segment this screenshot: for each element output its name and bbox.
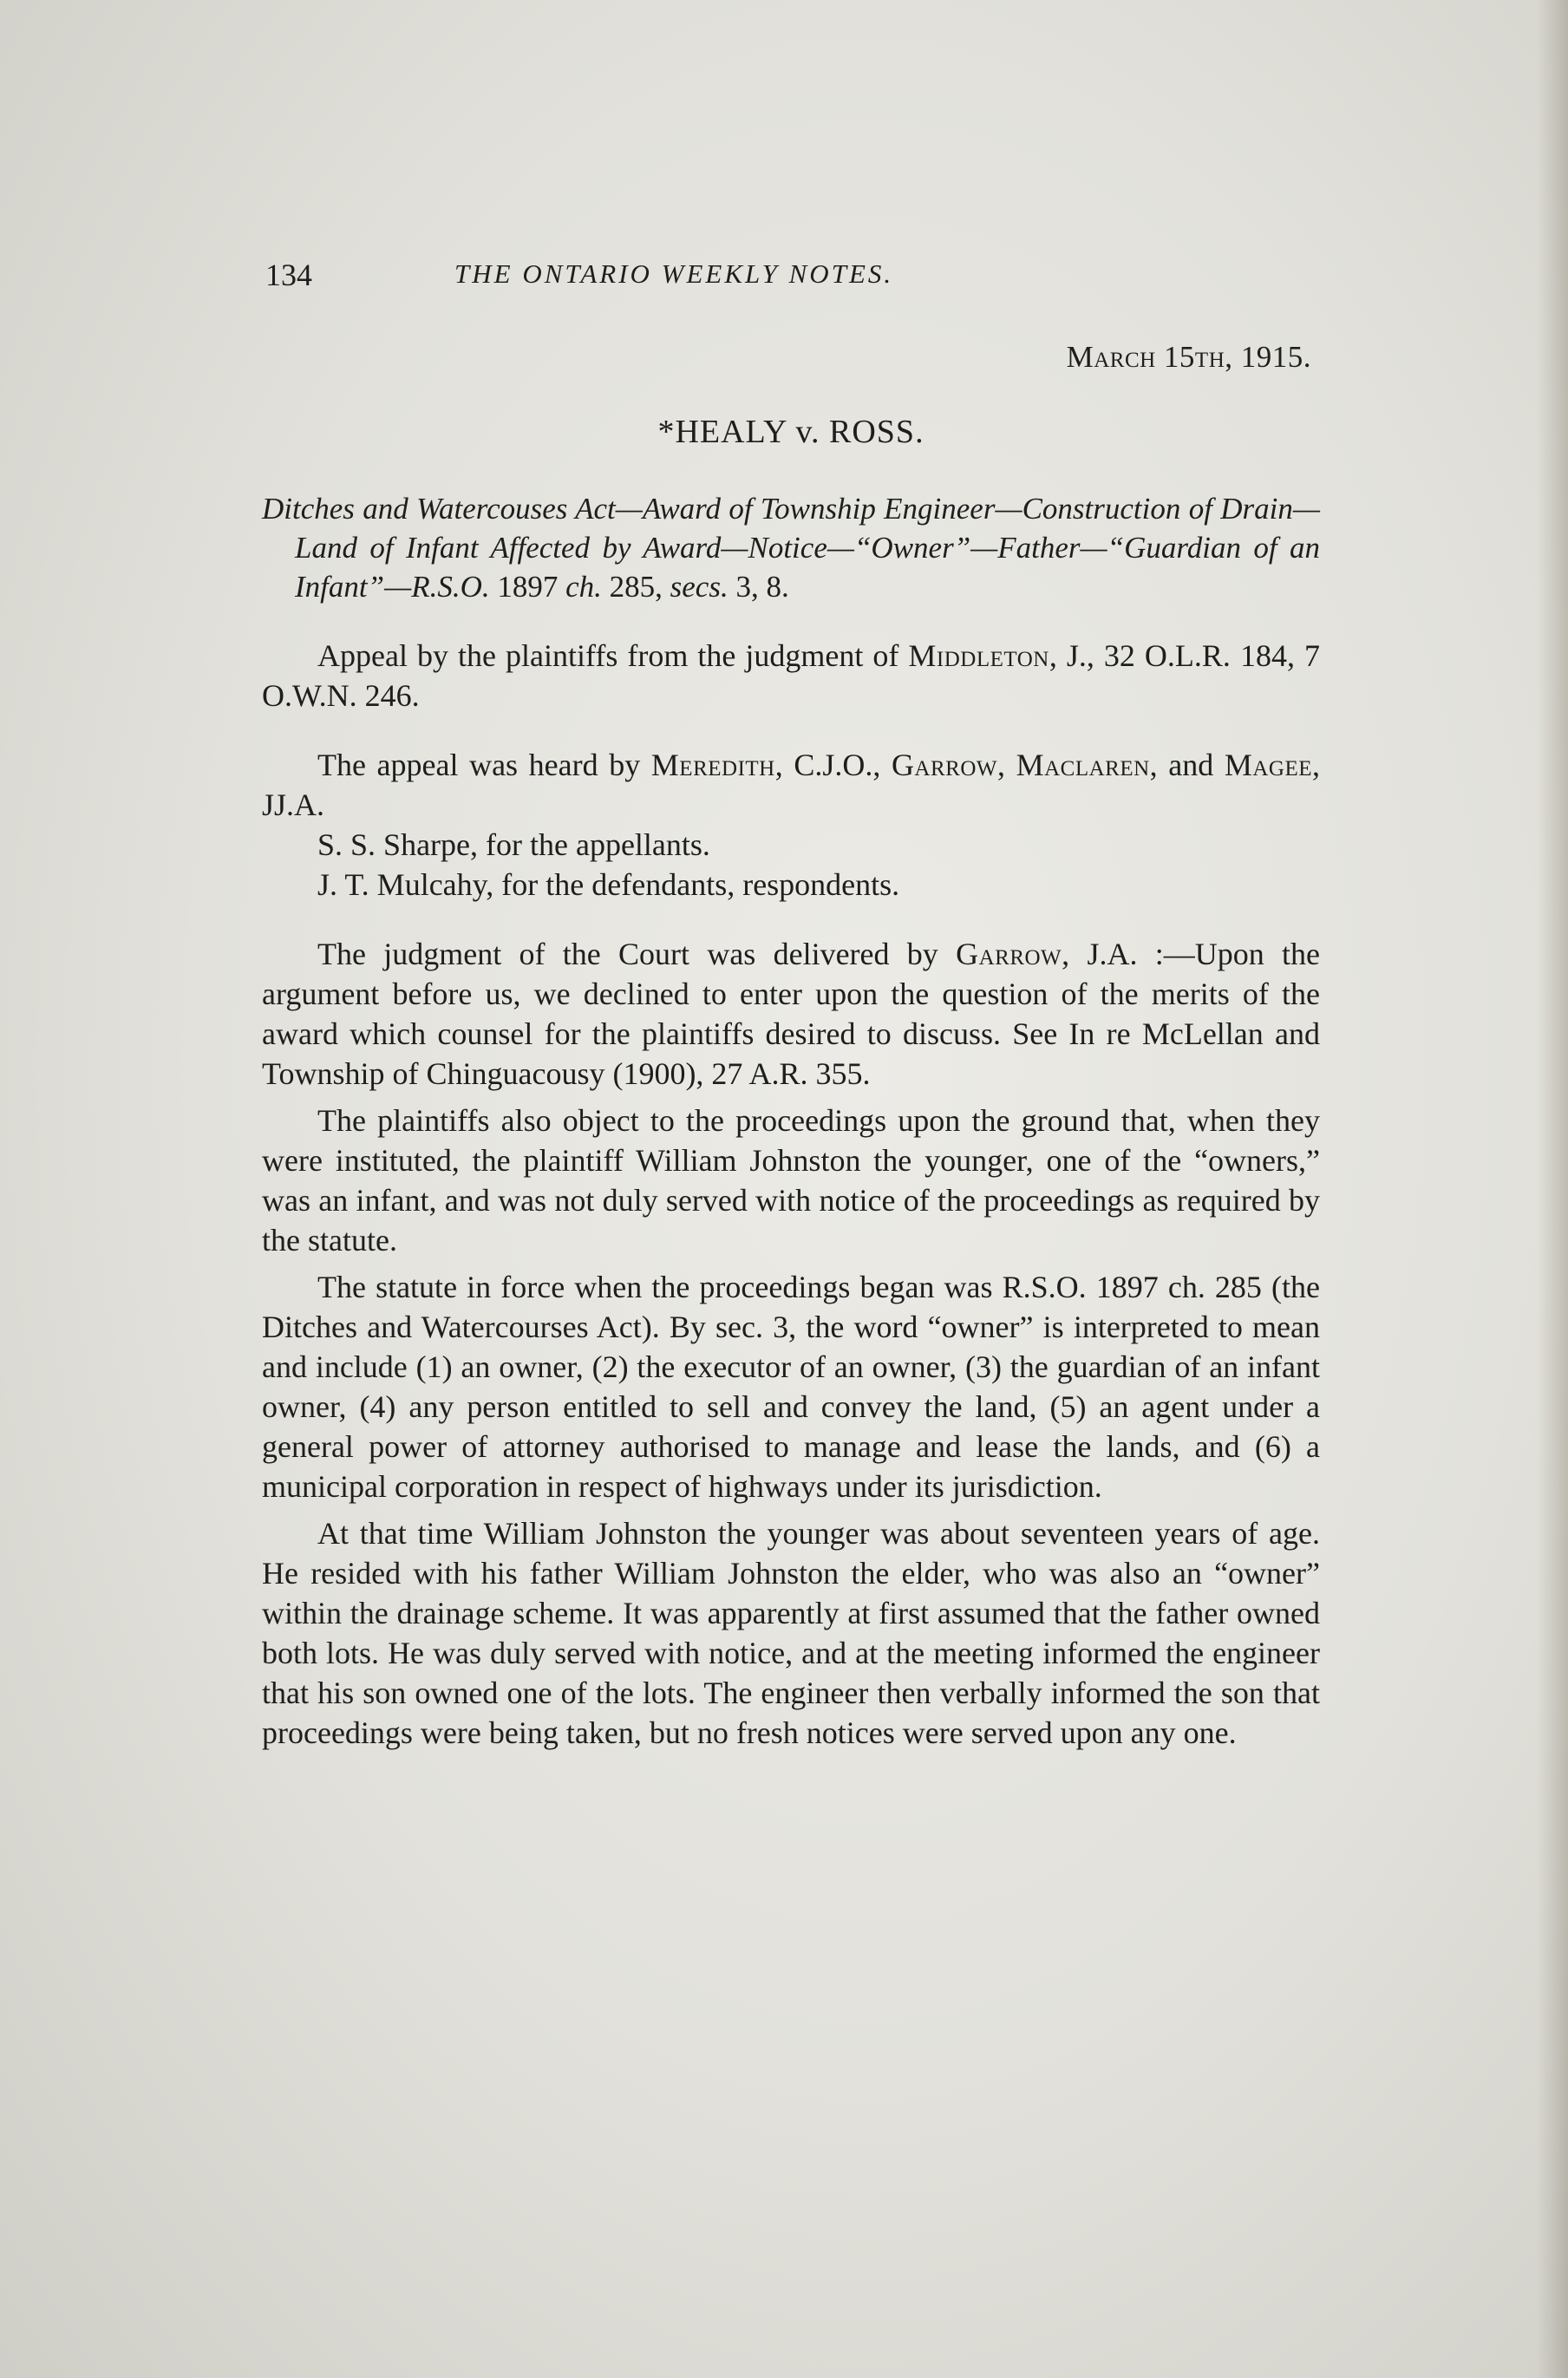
case-title: *HEALY v. ROSS. — [657, 414, 924, 450]
appeal-citation: , J., 32 O.L.R. 184, 7 O.W.N. 246. — [262, 638, 1320, 713]
judge-name: Garrow — [891, 748, 997, 782]
counsel-respondents: J. T. Mulcahy, for the defendants, respondents. — [317, 867, 900, 902]
headnote-chapter: 285, — [609, 570, 663, 604]
heard-text: , JJ.A. — [262, 748, 1321, 822]
judgment-text: The judgment of the Court was delivered by — [317, 937, 938, 971]
headnote-secs: secs. — [670, 570, 728, 604]
heard-paragraph — [262, 745, 1320, 825]
judgment-paragraph — [262, 934, 1320, 1094]
judge-name: Maclaren — [1016, 748, 1150, 782]
body-paragraph: At that time William Johnston the younger was about seventeen years of age. He resided with his father William Johnston the elder, who was also an “owner” within the drainage scheme. It was apparently at first assumed that the father owned both lots. He was duly served with notice, and at the meeting informed the engineer that his son owned one of the lots. The engineer then verbally informed the son that proceedings were being taken, but no fresh notices were served upon any one. — [262, 1516, 1320, 1750]
heard-text: , C.J.O., — [774, 748, 881, 782]
appeal-text: Appeal by the plaintiffs from the judgment of — [317, 638, 899, 673]
headnote-ch: ch. — [565, 570, 602, 604]
running-head: THE ONTARIO WEEKLY NOTES. — [454, 258, 894, 289]
heard-text: , — [997, 748, 1005, 782]
text-column — [262, 243, 1320, 1753]
judge-name: Middleton — [908, 638, 1049, 673]
decision-date: March 15th, 1915. — [1066, 340, 1311, 374]
headnote-sections: 3, 8. — [735, 570, 789, 604]
headnote — [262, 489, 1320, 606]
headnote-italic: Ditches and Watercouses Act—Award of Township Engineer—Construction of Drain—Land of Infant Affected by Award—Notice—“Owner”—Father—“Guardian of an Infant”—R.S.O. — [262, 492, 1320, 604]
appeal-paragraph — [262, 636, 1320, 715]
counsel-appellants: S. S. Sharpe, for the appellants. — [317, 827, 710, 862]
heard-text: , and — [1149, 748, 1214, 782]
page-header — [262, 243, 1320, 312]
body-paragraph: The statute in force when the proceedings began was R.S.O. 1897 ch. 285 (the Ditches and Watercourses Act). By sec. 3, the word “owner” is interpreted to mean and include (1) an owner, (2) the executor of an owner, (3) the guardian of an infant owner, (4) any person entitled to sell and convey the land, (5) an agent under a general power of attorney authorised to manage and lease the lands, and (6) a municipal corporation in respect of highways under its jurisdiction. — [262, 1270, 1320, 1504]
heard-text: The appeal was heard by — [317, 748, 641, 782]
body-paragraph: The plaintiffs also object to the proceedings upon the ground that, when they were instituted, the plaintiff William Johnston the younger, one of the “owners,” was an infant, and was not duly served with notice of the proceedings as required by the statute. — [262, 1103, 1320, 1258]
page-edge-shadow — [1537, 0, 1568, 2378]
judge-name: Meredith — [650, 748, 775, 782]
judge-name: Garrow — [956, 937, 1062, 971]
page-number: 134 — [265, 258, 312, 292]
judgment-text: , J.A. :—Upon the argument before us, we declined to enter upon the question of the merits of the award which counsel for the plaintiffs desired to discuss. See In re McLellan and Township of Chinguacousy (1900), 27 A.R. 355. — [262, 937, 1320, 1091]
headnote-year: 1897 — [497, 570, 559, 604]
judge-name: Magee — [1224, 748, 1313, 782]
